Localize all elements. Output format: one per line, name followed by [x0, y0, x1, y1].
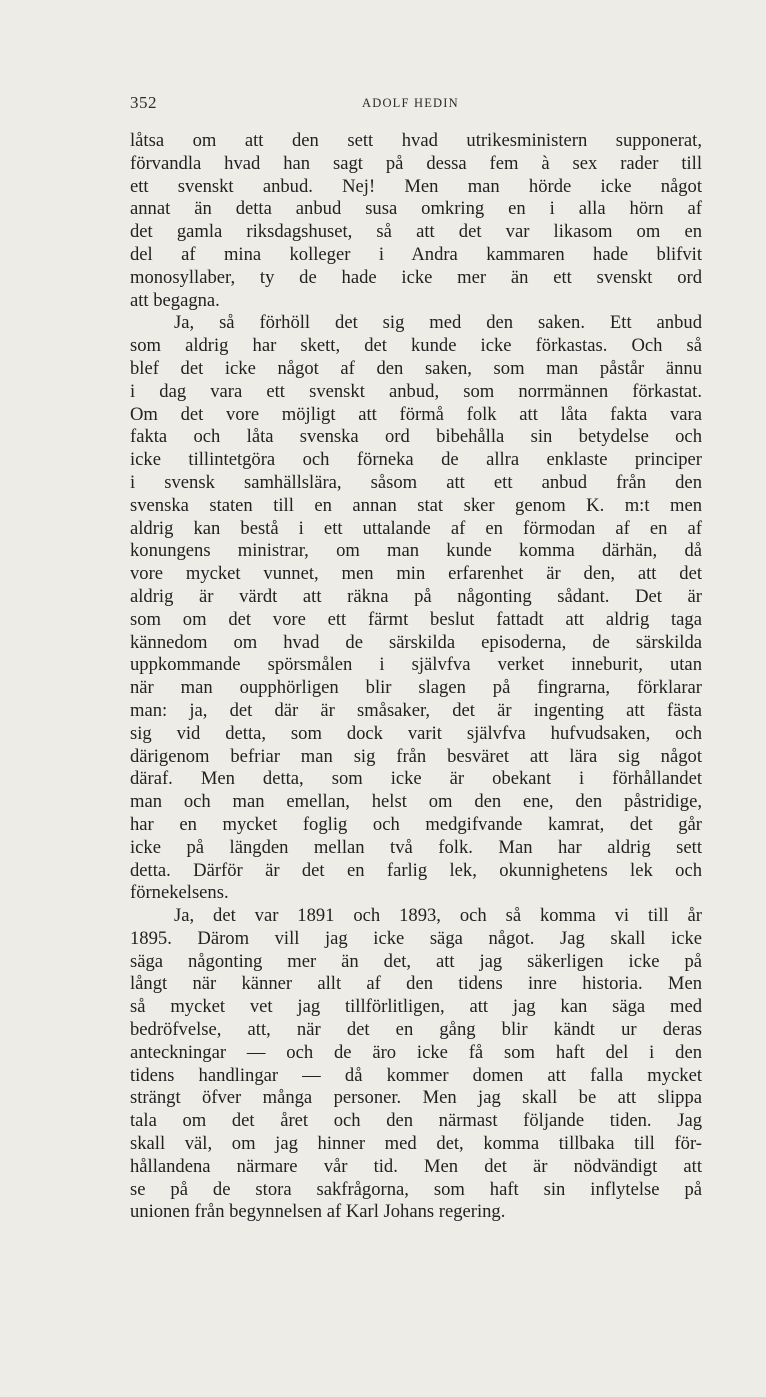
- text-line: i svensk samhällslära, såsom att ett anbud från den: [130, 471, 702, 493]
- text-line: man och man emellan, helst om den ene, den påstridige,: [130, 791, 702, 813]
- page-header: [130, 93, 702, 115]
- text-line: Ja, så förhöll det sig med den saken. Ett anbud: [174, 312, 702, 334]
- text-line: förnekelsens.: [130, 882, 229, 904]
- text-line: förvandla hvad han sagt på dessa fem à sex rader till: [130, 152, 702, 174]
- text-line: låtsa om att den sett hvad utrikesministern supponerat,: [130, 130, 702, 151]
- text-line: har en mycket foglig och medgifvande kamrat, det går: [130, 813, 702, 835]
- text-line: Om det vore möjligt att förmå folk att låta fakta vara: [130, 403, 702, 425]
- text-line: sig vid detta, som dock varit självfva hufvudsaken, och: [130, 722, 702, 744]
- text-line: tala om det året och den närmast följande tiden. Jag: [130, 1110, 702, 1132]
- text-line: säga någonting mer än det, att jag säkerligen icke på: [130, 950, 702, 972]
- text-line: svenska staten till en annan stat sker genom K. m:t men: [130, 494, 702, 516]
- text-line: uppkommande spörsmålen i självfva verket inneburit, utan: [130, 654, 702, 676]
- text-line: monosyllaber, ty de hade icke mer än ett svenskt ord: [130, 266, 702, 288]
- text-line: kännedom om hvad de särskilda episoderna, de särskilda: [130, 631, 702, 653]
- text-line: däraf. Men detta, som icke är obekant i förhållandet: [130, 768, 702, 790]
- text-line: som aldrig har skett, det kunde icke förkastas. Och så: [130, 335, 702, 357]
- text-line: långt när känner allt af den tidens inre historia. Men: [130, 973, 702, 995]
- text-line: att begagna.: [130, 289, 220, 311]
- text-line: Ja, det var 1891 och 1893, och så komma vi till år: [174, 905, 702, 927]
- text-line: icke tillintetgöra och förneka de allra enklaste principer: [130, 449, 702, 471]
- text-line: 1895. Därom vill jag icke säga något. Jag skall icke: [130, 927, 702, 949]
- text-line: hållandena närmare vår tid. Men det är nödvändigt att: [130, 1155, 702, 1177]
- text-line: blef det icke något af den saken, som man påstår ännu: [130, 357, 702, 379]
- text-line: i dag vara ett svenskt anbud, som norrmännen förkastat.: [130, 380, 702, 402]
- text-line: så mycket vet jag tillförlitligen, att jag kan säga med: [130, 996, 702, 1018]
- text-line: därigenom befriar man sig från besväret att lära sig något: [130, 745, 702, 767]
- text-line: vore mycket vunnet, men min erfarenhet är den, att det: [130, 563, 702, 585]
- text-line: aldrig kan bestå i ett uttalande af en förmodan af en af: [130, 517, 702, 539]
- text-line: se på de stora sakfrågorna, som haft sin inflytelse på: [130, 1178, 702, 1200]
- text-line: konungens ministrar, om man kunde komma därhän, då: [130, 540, 702, 562]
- text-line: när man oupphörligen blir slagen på fingrarna, förklarar: [130, 677, 702, 699]
- text-line: icke på längden mellan två folk. Man har aldrig sett: [130, 836, 702, 858]
- text-line: strängt öfver många personer. Men jag skall be att slippa: [130, 1087, 702, 1109]
- text-line: detta. Därför är det en farlig lek, okunnighetens lek och: [130, 859, 702, 881]
- text-line: skall väl, om jag hinner med det, komma tillbaka till för-: [130, 1133, 702, 1155]
- text-line: aldrig är värdt att räkna på någonting sådant. Det är: [130, 585, 702, 607]
- text-line: anteckningar — och de äro icke få som haft del i den: [130, 1041, 702, 1063]
- text-line: unionen från begynnelsen af Karl Johans regering.: [130, 1201, 506, 1223]
- text-line: fakta och låta svenska ord bibehålla sin betydelse och: [130, 426, 702, 448]
- text-line: annat än detta anbud susa omkring en i alla hörn af: [130, 198, 702, 220]
- text-line: man: ja, det där är småsaker, det är ingenting att fästa: [130, 699, 702, 721]
- text-line: det gamla riksdagshuset, så att det var likasom om en: [130, 221, 702, 243]
- text-line: ett svenskt anbud. Nej! Men man hörde icke något: [130, 175, 702, 197]
- running-head: ADOLF HEDIN: [362, 96, 459, 110]
- page-number: 352: [130, 93, 157, 112]
- text-line: del af mina kolleger i Andra kammaren hade blifvit: [130, 243, 702, 265]
- text-line: som om det vore ett färmt beslut fattadt att aldrig taga: [130, 608, 702, 630]
- text-line: bedröfvelse, att, när det en gång blir kändt ur deras: [130, 1019, 702, 1041]
- text-line: tidens handlingar — då kommer domen att falla mycket: [130, 1064, 702, 1086]
- body-text: [130, 130, 702, 1224]
